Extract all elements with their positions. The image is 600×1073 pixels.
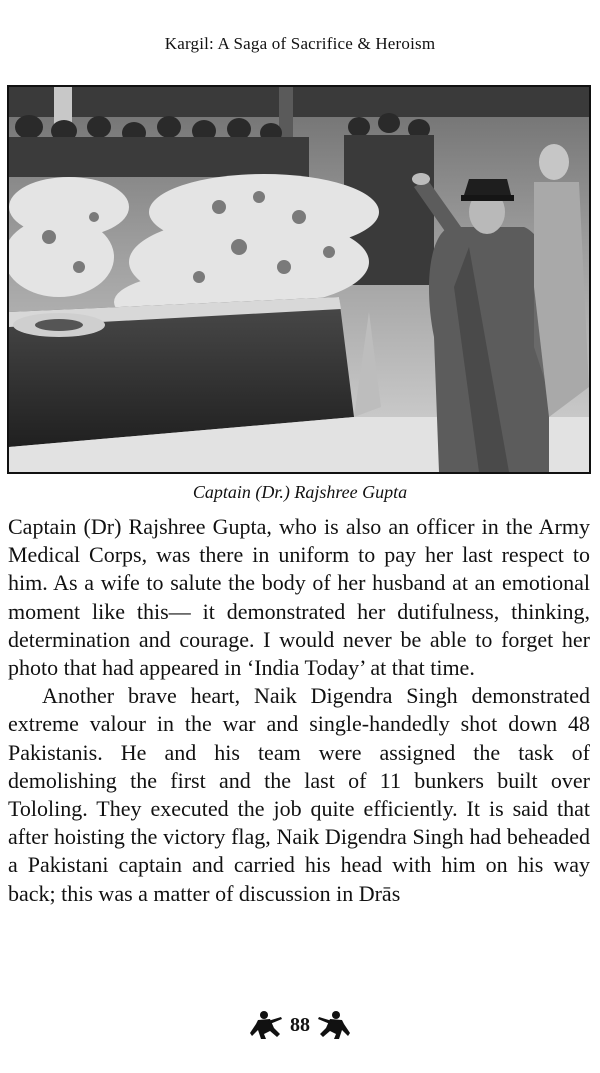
running-header: Kargil: A Saga of Sacrifice & Heroism [164,34,436,53]
photograph [7,85,591,474]
photo-caption: Captain (Dr.) Rajshree Gupta [192,482,408,502]
soldier-crawling-icon [250,1010,282,1040]
body-text [8,513,590,908]
photograph-salute-icon [9,87,589,472]
paragraph-2: Another brave heart, Naik Digendra Singh demonstrated extreme valour in the war and single-handedly shot down 48 Pakistanis. He and his team were assigned the task of demolishing the first and the last of 11 bunkers built over Tololing. They executed the job quite efficiently. It is said that after hoisting the victory flag, Naik Digendra Singh had beheaded a Pakistani captain and carried his head with him on his way back; this was a matter of discussion in Drās [8,683,590,906]
page-footer [0,1010,600,1040]
soldier-crawling-icon [318,1010,350,1040]
paragraph-1: Captain (Dr) Rajshree Gupta, who is also an officer in the Army Medical Corps, was there in uniform to pay her last respect to him. As a wife to salute the body of her husband at an emotional moment like this— it demonstrated her dutifulness, thinking, determination and courage. I would never be able to forget her photo that had appeared in ‘India Today’ at that time. [8,514,590,681]
page-number: 88 [290,1013,310,1036]
